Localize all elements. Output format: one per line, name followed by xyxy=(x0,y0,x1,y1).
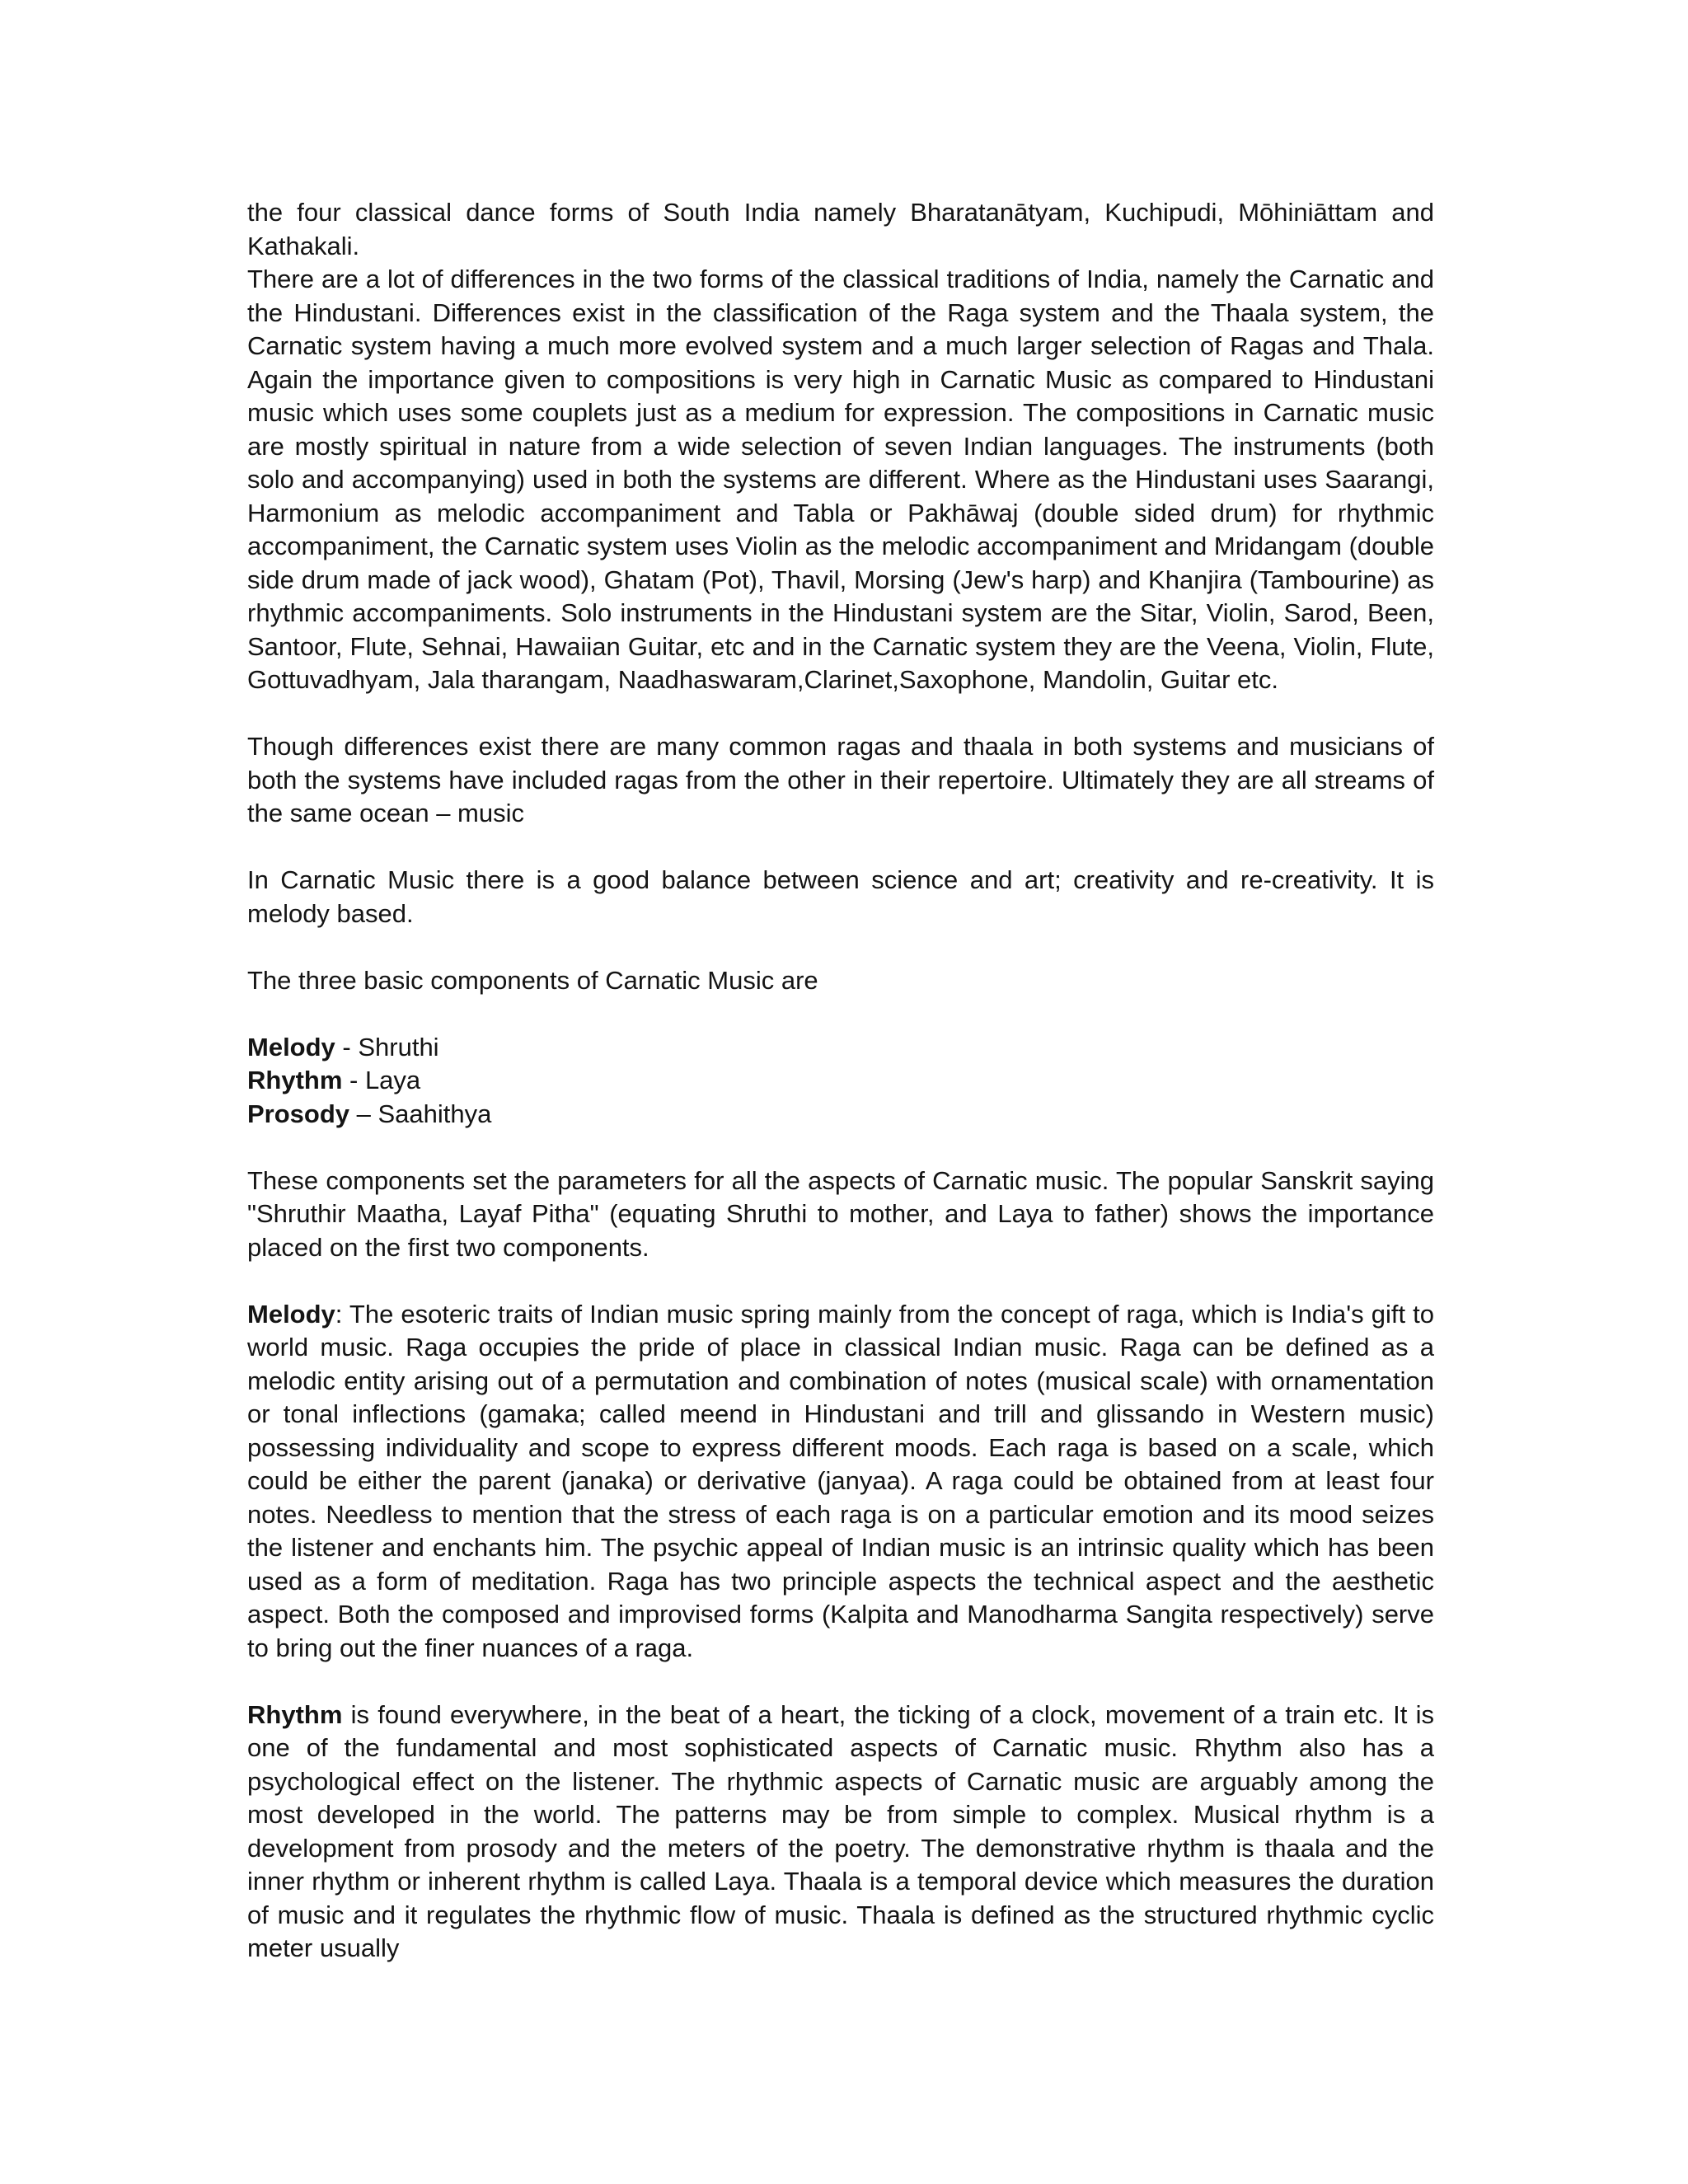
paragraph-common-ragas: Though differences exist there are many common ragas and thaala in both systems and musicians of both the systems have included ragas from the other in their repertoire. Ultimately they are all streams of the same ocean – music xyxy=(247,732,1434,827)
component-item-prosody xyxy=(247,1098,1434,1132)
component-detail: - Laya xyxy=(342,1066,421,1094)
paragraph-differences: There are a lot of differences in the two forms of the classical traditions of India, namely the Carnatic and the Hindustani. Differences exist in the classification of the Raga system and the Thaala system, the Carnatic system having a much more evolved system and a much larger selection of Ragas and Thala. Again the importance given to compositions is very high in Carnatic Music as compared to Hindustani music which uses some couplets just as a medium for expression. The compositions in Carnatic music are mostly spiritual in nature from a wide selection of seven Indian languages. The instruments (both solo and accompanying) used in both the systems are different. Where as the Hindustani uses Saarangi, Harmonium as melodic accompaniment and Tabla or Pakhāwaj (double sided drum) for rhythmic accompaniment, the Carnatic system uses Violin as the melodic accompaniment and Mridangam (double side drum made of jack wood), Ghatam (Pot), Thavil, Morsing (Jew's harp) and Khanjira (Tambourine) as rhythmic accompaniments. Solo instruments in the Hindustani system are the Sitar, Violin, Sarod, Been, Santoor, Flute, Sehnai, Hawaiian Guitar, etc and in the Carnatic system they are the Veena, Violin, Flute, Gottuvadhyam, Jala tharangam, Naadhaswaram,Clarinet,Saxophone, Mandolin, Guitar etc. xyxy=(247,265,1434,694)
component-item-melody xyxy=(247,1031,1434,1065)
rhythm-term: Rhythm xyxy=(247,1699,343,1729)
melody-body: : The esoteric traits of Indian music spring mainly from the concept of raga, which is India's gift to world music. Raga occupies the pride of place in classical Indian music. Raga can be defined as a melodic entity arising out of a permutation and combination of notes (musical scale) with ornamentation or tonal inflections (gamaka; called meend in Hindustani and trill and glissando in Western music) possessing individuality and scope to express different moods. Each raga is based on a scale, which could be either the parent (janaka) or derivative (janyaa). A raga could be obtained from at least four notes. Needless to mention that the stress of each raga is on a particular emotion and its mood seizes the listener and enchants him. The psychic appeal of Indian music is an intrinsic quality which has been used as a form of meditation. Raga has two principle aspects the technical aspect and the aesthetic aspect. Both the composed and improvised forms (Kalpita and Manodharma Sangita respectively) serve to bring out the finer nuances of a raga. xyxy=(247,1299,1434,1662)
paragraph-balance: In Carnatic Music there is a good balance between science and art; creativity and re-creativity. It is melody based. xyxy=(247,865,1434,928)
component-term: Melody xyxy=(247,1032,335,1062)
paragraph-rhythm xyxy=(247,1699,1434,1966)
component-term: Rhythm xyxy=(247,1066,343,1094)
document-page xyxy=(247,196,1434,1966)
paragraph-parameters: These components set the parameters for all the aspects of Carnatic music. The popular Sanskrit saying "Shruthir Maatha, Layaf Pitha" (equating Shruthi to mother, and Laya to father) shows the importance placed on the first two components. xyxy=(247,1165,1434,1262)
component-term: Prosody xyxy=(247,1099,350,1128)
component-item-rhythm xyxy=(247,1064,1434,1098)
melody-term: Melody xyxy=(247,1299,335,1329)
component-detail: – Saahithya xyxy=(349,1099,492,1128)
paragraph-melody xyxy=(247,1298,1434,1666)
paragraph-components-intro: The three basic components of Carnatic Music are xyxy=(247,965,818,995)
component-detail: - Shruthi xyxy=(335,1032,439,1062)
components-list xyxy=(247,1031,1434,1132)
rhythm-body: is found everywhere, in the beat of a heart, the ticking of a clock, movement of a train etc. It is one of the fundamental and most sophisticated aspects of Carnatic music. Rhythm also has a psychological effect on the listener. The rhythmic aspects of Carnatic music are arguably among the most developed in the world. The patterns may be from simple to complex. Musical rhythm is a development from prosody and the meters of the poetry. The demonstrative rhythm is thaala and the inner rhythm or inherent rhythm is called Laya. Thaala is a temporal device which measures the duration of music and it regulates the rhythmic flow of music. Thaala is defined as the structured rhythmic cyclic meter usually xyxy=(247,1699,1434,1962)
paragraph-dance-forms: the four classical dance forms of South India namely Bharatanātyam, Kuchipudi, Mōhiniāttam and Kathakali. xyxy=(247,198,1434,260)
